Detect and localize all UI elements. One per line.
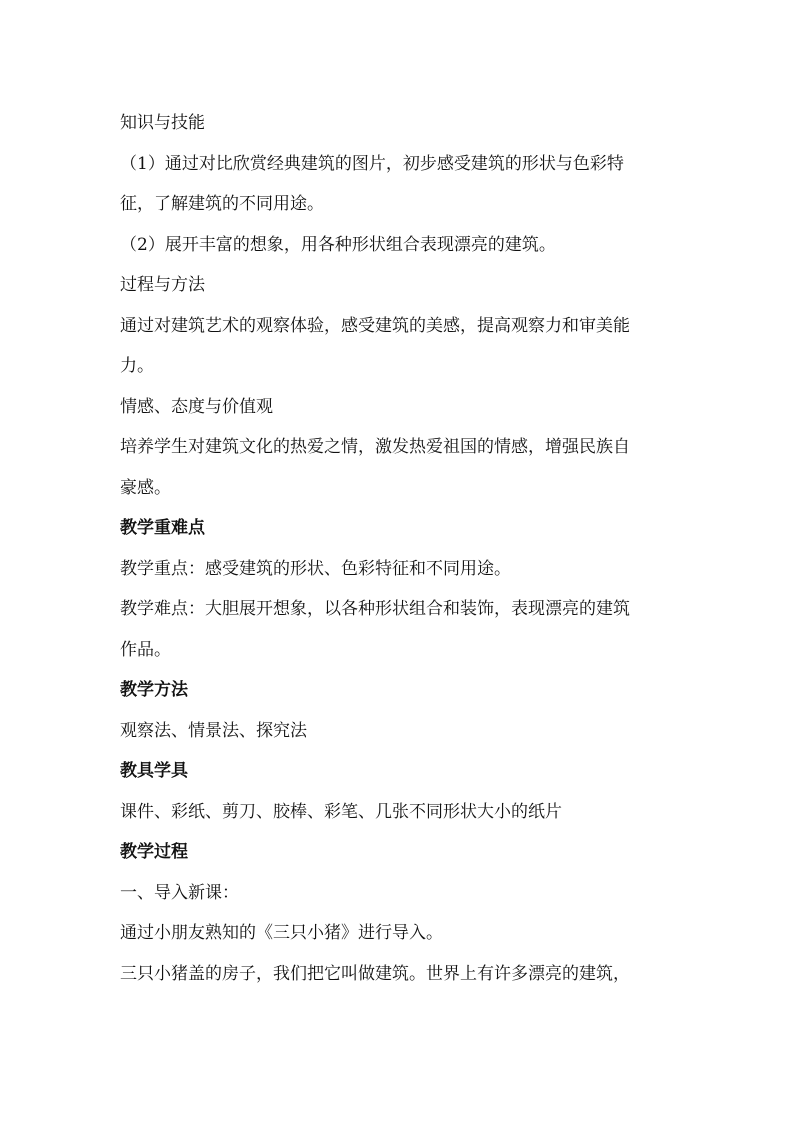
paragraph-line: 豪感。 [120,477,171,498]
heading-teaching-process: 教学过程 [120,842,188,862]
paragraph-line: 通过对建筑艺术的观察体验，感受建筑的美感，提高观察力和审美能 [120,315,630,336]
paragraph-line: 课件、彩纸、剪刀、胶棒、彩笔、几张不同形状大小的纸片 [120,801,562,822]
section-heading-process: 过程与方法 [120,275,205,295]
paragraph-line: 教学重点：感受建筑的形状、色彩特征和不同用途。 [120,558,511,579]
paragraph-line: 作品。 [120,639,171,660]
heading-teaching-aids: 教具学具 [120,761,188,781]
paragraph-line: （1）通过对比欣赏经典建筑的图片，初步感受建筑的形状与色彩特 [120,153,624,174]
heading-methods: 教学方法 [120,680,188,700]
section-heading-knowledge: 知识与技能 [120,113,205,133]
paragraph-line: 培养学生对建筑文化的热爱之情，激发热爱祖国的情感，增强民族自 [120,437,630,457]
section-heading-emotion: 情感、态度与价值观 [120,396,273,417]
paragraph-line: 教学难点：大胆展开想象，以各种形状组合和装饰，表现漂亮的建筑 [120,599,630,619]
paragraph-line: 观察法、情景法、探究法 [120,720,307,741]
paragraph-line: （2）展开丰富的想象，用各种形状组合表现漂亮的建筑。 [120,234,556,255]
paragraph-line: 力。 [120,356,154,376]
paragraph-line: 三只小猪盖的房子，我们把它叫做建筑。世界上有许多漂亮的建筑， [120,963,630,984]
paragraph-line: 通过小朋友熟知的《三只小猪》进行导入。 [120,923,443,943]
document-body [120,103,686,994]
heading-key-points: 教学重难点 [120,518,205,538]
paragraph-line: 一、导入新课： [120,882,239,903]
paragraph-line: 征，了解建筑的不同用途。 [120,194,324,214]
